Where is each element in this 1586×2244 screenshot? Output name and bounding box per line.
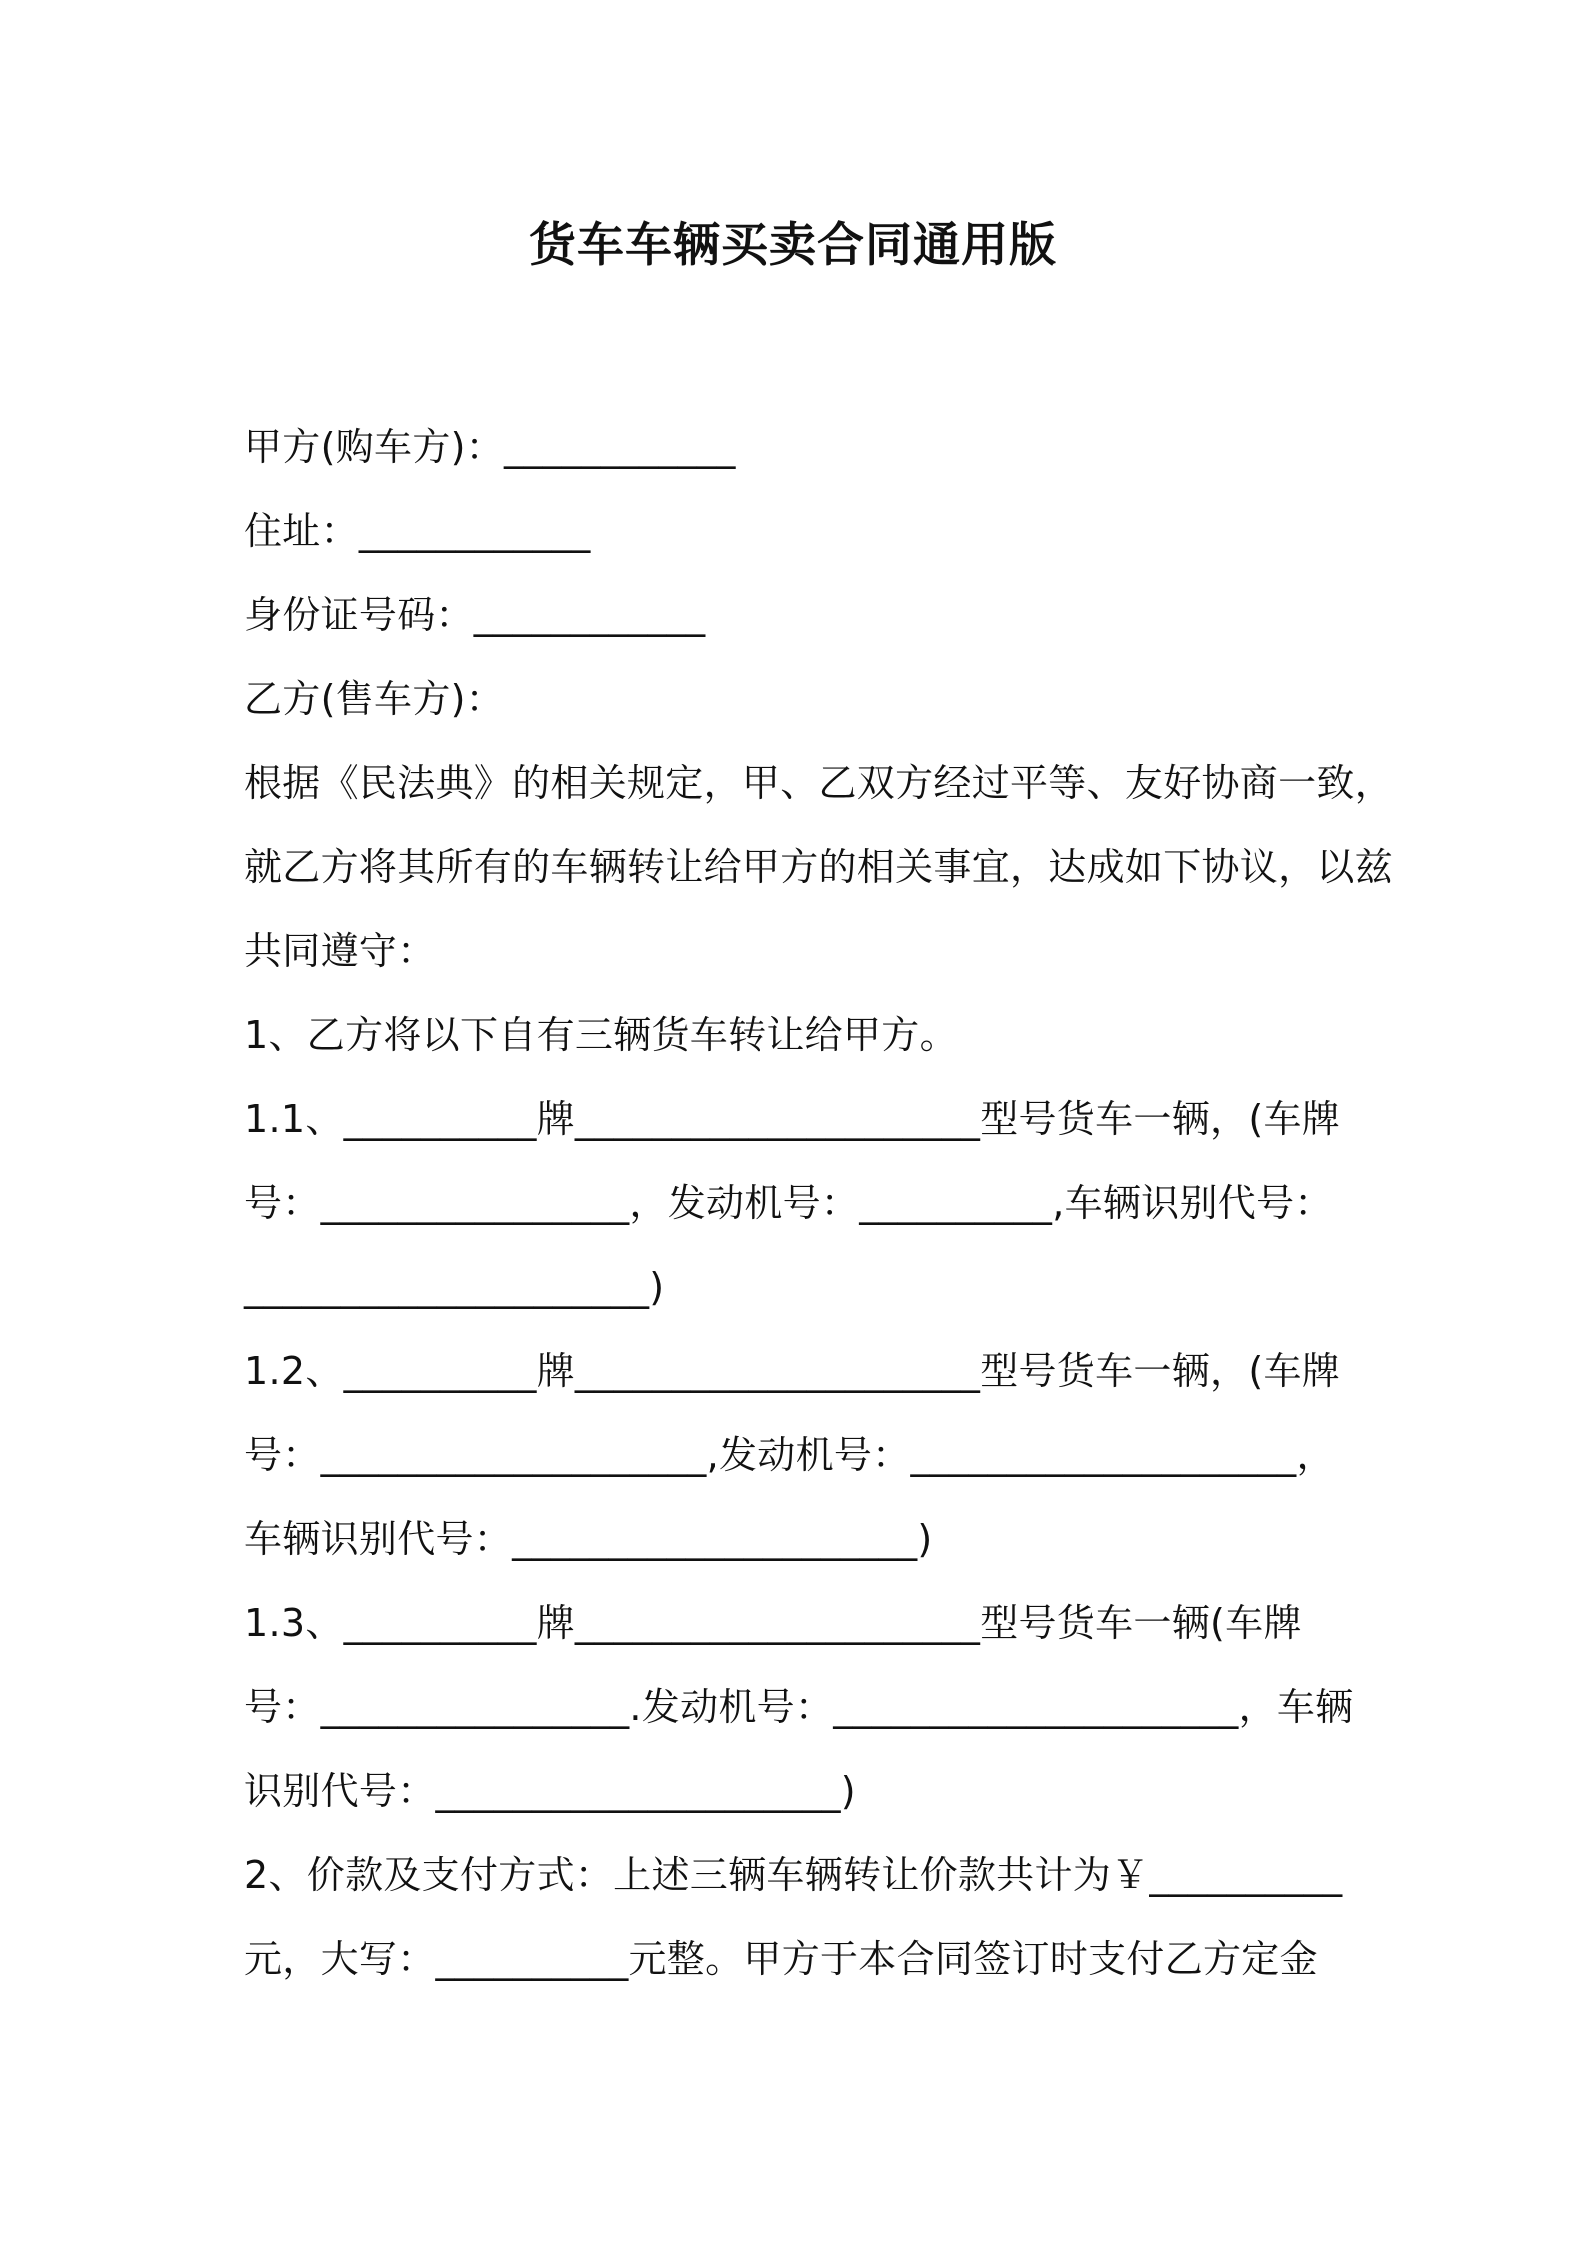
clause-1-3-line-2: 号：________________.发动机号：_____________________，车辆 — [244, 1685, 1354, 1729]
clause-2-line-2: 元，大写：__________元整。甲方于本合同签订时支付乙方定金 — [244, 1937, 1318, 1981]
address-line: 住址：____________ — [244, 509, 591, 553]
clause-1-2-line-2: 号：____________________,发动机号：____________________， — [244, 1433, 1335, 1477]
clause-1-2-line-3: 车辆识别代号：_____________________) — [244, 1517, 933, 1561]
clause-1-3-line-1: 1.3、__________牌_____________________型号货车一辆(车牌 — [244, 1601, 1302, 1645]
clause-1-2-line-1: 1.2、__________牌_____________________型号货车一辆，(车牌 — [244, 1349, 1341, 1393]
document-body — [244, 405, 1394, 2001]
id-number-line: 身份证号码：____________ — [244, 593, 706, 637]
party-a-line: 甲方(购车方)：____________ — [244, 425, 736, 469]
preamble-line-3: 共同遵守： — [244, 929, 436, 973]
preamble-line-2: 就乙方将其所有的车辆转让给甲方的相关事宜，达成如下协议，以兹 — [244, 845, 1394, 889]
clause-2-line-1: 2、价款及支付方式：上述三辆车辆转让价款共计为￥__________ — [244, 1853, 1343, 1897]
clause-1-1-line-3: _____________________) — [244, 1265, 665, 1309]
document-title: 货车车辆买卖合同通用版 — [529, 218, 1057, 273]
clause-1-1-line-2: 号：________________，发动机号：__________,车辆识别代号： — [244, 1181, 1333, 1225]
clause-1-1-line-1: 1.1、__________牌_____________________型号货车一辆，(车牌 — [244, 1097, 1341, 1141]
preamble-line-1: 根据《民法典》的相关规定，甲、乙双方经过平等、友好协商一致， — [244, 761, 1394, 805]
clause-1-3-line-3: 识别代号：_____________________) — [244, 1769, 856, 1813]
party-b-line: 乙方(售车方)： — [244, 677, 505, 721]
clause-1-heading: 1、乙方将以下自有三辆货车转让给甲方。 — [244, 1013, 958, 1057]
